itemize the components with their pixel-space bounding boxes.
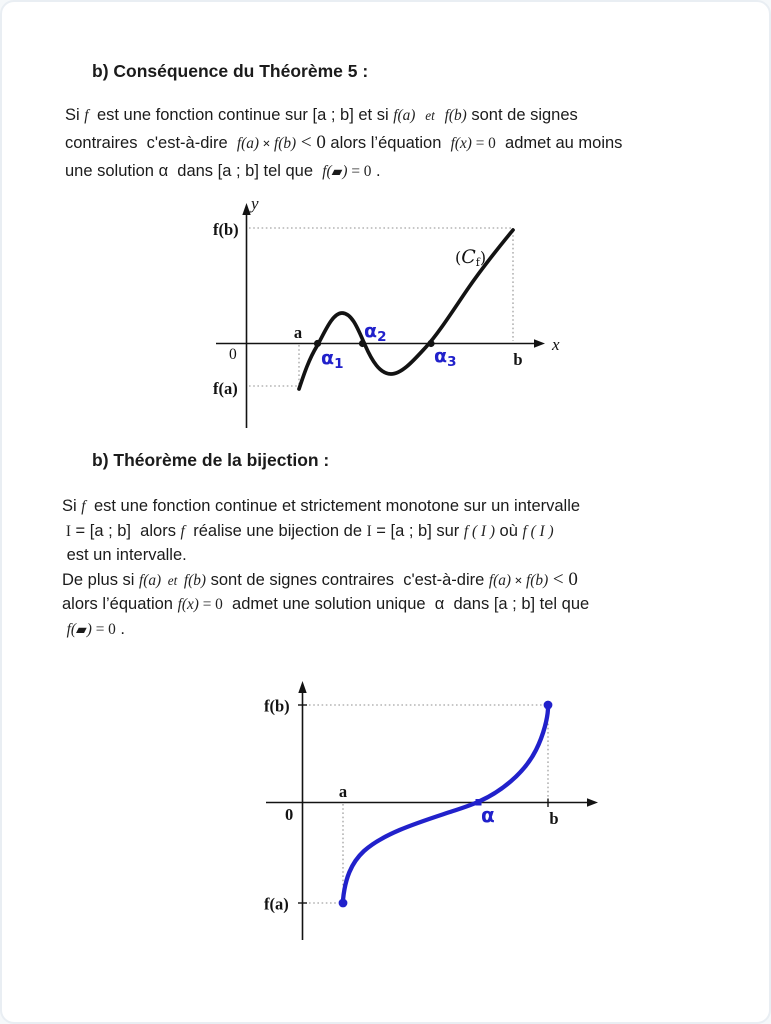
text-line [62, 519, 752, 544]
origin-label: 0 [285, 805, 294, 824]
paragraph-bijection [62, 494, 752, 641]
text-segment: contraires c'est-à-dire [65, 134, 237, 152]
text-segment: I [366, 522, 372, 540]
text-segment: f [180, 522, 189, 540]
text-segment: . [371, 162, 381, 180]
section-heading-consequence: b) Conséquence du Théorème 5 : [92, 61, 369, 81]
section-heading-bijection: b) Théorème de la bijection : [92, 450, 330, 470]
endpoint-fa [339, 899, 348, 908]
text-segment: f [84, 107, 93, 124]
monotone-curve [343, 709, 548, 900]
endpoint-fb [544, 701, 553, 710]
x-axis-label: x [552, 335, 560, 354]
text-segment: = [a ; b] sur [371, 521, 464, 540]
text-segment: f(x) [177, 596, 199, 613]
text-segment: × [511, 573, 527, 589]
text-segment: f(b) [183, 571, 207, 589]
text-segment: f(a) [139, 571, 162, 589]
text-line [65, 157, 745, 185]
text-segment: ) [86, 620, 96, 638]
text-segment: et [415, 108, 445, 123]
text-segment: alors l’équation [62, 595, 178, 613]
text-segment: = 0 [95, 620, 116, 638]
text-line [62, 568, 752, 593]
text-segment: = 0 [351, 163, 372, 180]
figure-ivt-graph [207, 192, 572, 437]
figure-bijection-graph [257, 670, 612, 947]
text-segment: réalise une bijection de [188, 521, 367, 540]
text-segment: < 0 [548, 568, 578, 590]
text-segment: . [115, 619, 125, 638]
x-axis-arrow-icon [534, 339, 545, 348]
text-segment: f( [66, 620, 76, 638]
text-segment: Si [62, 497, 82, 515]
text-segment: f ( I ) [463, 522, 495, 540]
text-segment: ) [342, 163, 352, 180]
text-segment: ▰ [75, 621, 87, 638]
text-segment: f(a) [393, 107, 416, 124]
text-segment: I [62, 522, 71, 540]
text-segment: = [a ; b] alors [70, 521, 181, 540]
alpha2-label: $\alpha_2$ [364, 320, 387, 345]
text-segment: = 0 [471, 135, 496, 152]
b-label: b [513, 350, 523, 369]
text-segment: f(a) [488, 571, 512, 589]
text-segment: < 0 [296, 132, 326, 153]
text-segment: où [494, 521, 523, 540]
fb-label: f(b) [213, 220, 239, 239]
origin-label: 0 [229, 346, 237, 363]
text-segment: sont de signes contraires c'est-à-dire [206, 570, 489, 589]
text-segment: = 0 [198, 596, 223, 613]
text-line [62, 494, 752, 519]
text-segment: sont de signes [466, 106, 578, 124]
text-segment: une solution α dans [a ; b] tel que [65, 162, 323, 180]
text-segment: admet au moins [495, 134, 623, 152]
y-axis-arrow-icon [298, 681, 306, 693]
text-segment: admet une solution unique α dans [a ; b] tel que [222, 595, 590, 613]
text-segment: est une fonction continue et strictement monotone sur un intervalle [89, 497, 581, 515]
text-segment: alors l’équation [325, 134, 451, 152]
paragraph-consequence [65, 101, 745, 185]
text-line [62, 592, 752, 617]
alpha1-label: $\alpha_1$ [321, 347, 344, 372]
text-line [65, 101, 745, 129]
alpha3-label: $\alpha_3$ [434, 345, 457, 370]
x-axis-arrow-icon [587, 798, 598, 807]
text-line [65, 129, 745, 157]
text-segment: × [259, 137, 275, 152]
text-segment: et [161, 572, 184, 588]
fb-label: f(b) [264, 696, 290, 716]
fa-label: f(a) [264, 894, 289, 914]
text-segment: f ( I ) [522, 522, 554, 540]
text-line [62, 543, 752, 568]
text-segment: f(a) [236, 135, 260, 152]
alpha-label: α [481, 803, 495, 827]
text-segment: est un intervalle. [62, 546, 187, 564]
text-line [62, 617, 752, 642]
fa-label: f(a) [213, 379, 238, 398]
text-segment: f(b) [526, 571, 549, 589]
text-segment: Si [65, 106, 85, 124]
y-axis-arrow-icon [242, 203, 250, 215]
b-label: b [549, 809, 559, 828]
text-segment: f(b) [274, 135, 297, 152]
curve-name-label: (Cf) [455, 246, 487, 269]
y-axis-label: y [251, 194, 259, 213]
text-segment: ▰ [331, 164, 343, 180]
text-segment: f(b) [444, 107, 467, 124]
text-segment: f [81, 498, 90, 515]
a-label: a [338, 782, 348, 801]
text-segment: est une fonction continue sur [a ; b] et si [92, 106, 394, 124]
text-segment: De plus si [62, 570, 140, 589]
text-segment: f( [322, 163, 332, 180]
a-label: a [293, 323, 303, 342]
text-segment: f(x) [450, 135, 472, 152]
